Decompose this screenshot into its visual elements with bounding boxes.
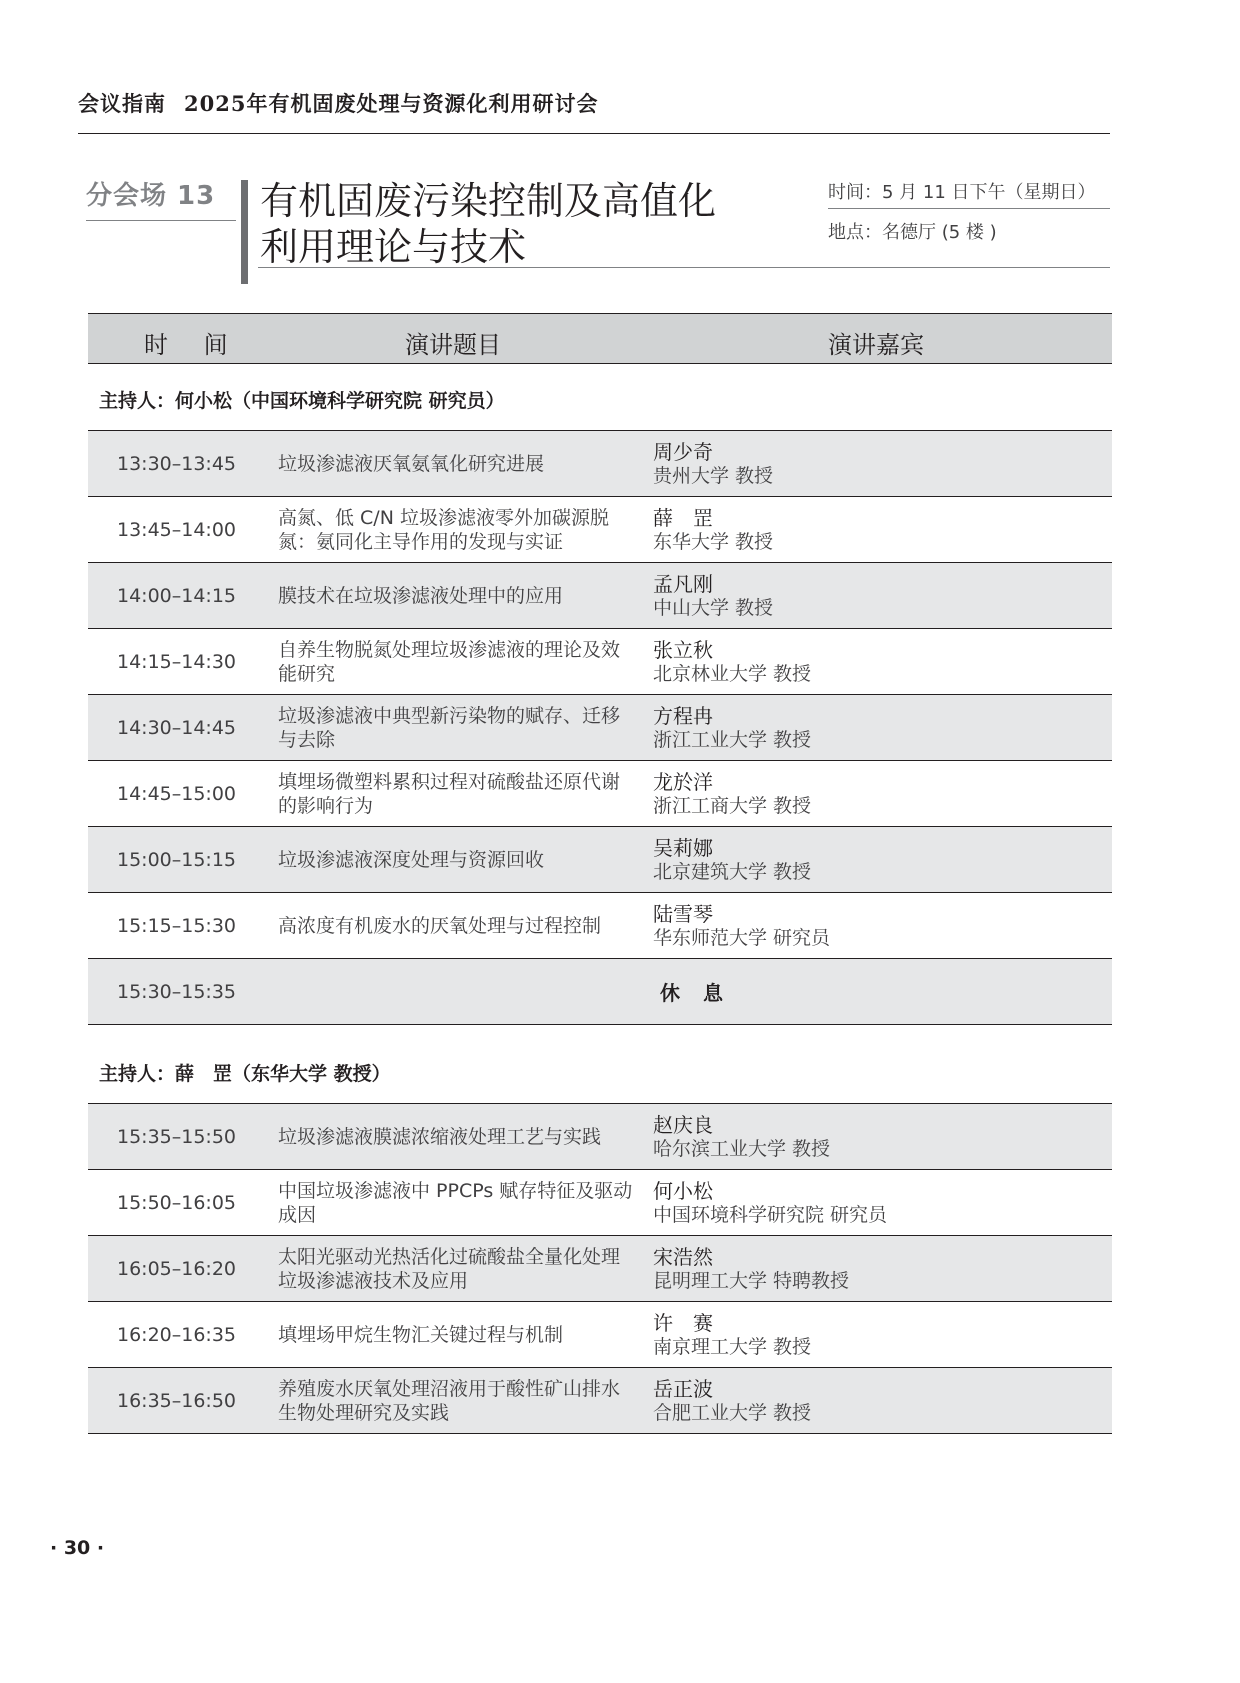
col-speaker-header: 演讲嘉宾 (828, 331, 924, 359)
table-row (88, 563, 1112, 629)
table-header (88, 313, 1112, 364)
table-row (88, 497, 1112, 563)
table-row (88, 1236, 1112, 1302)
speaker-affiliation: 中国环境科学研究院 研究员 (653, 1203, 888, 1226)
slot-time: 14:30–14:45 (117, 716, 237, 739)
col-time-header: 时 间 (144, 331, 242, 359)
speaker-affiliation: 浙江工商大学 教授 (653, 794, 812, 817)
talk-topic: 垃圾渗滤液膜滤浓缩液处理工艺与实践 (278, 1125, 602, 1148)
speaker (653, 1368, 811, 1433)
slot-time: 16:35–16:50 (117, 1389, 237, 1412)
speaker-affiliation: 哈尔滨工业大学 教授 (653, 1137, 831, 1160)
talk-topic: 自养生物脱氮处理垃圾渗滤液的理论及效能研究 (278, 638, 621, 685)
talk-topic: 膜技术在垃圾渗滤液处理中的应用 (278, 584, 564, 607)
talk-topic: 养殖废水厌氧处理沼液用于酸性矿山排水生物处理研究及实践 (278, 1377, 621, 1424)
speaker-name: 赵庆良 (653, 1112, 713, 1137)
running-header (78, 88, 598, 118)
table-row (88, 695, 1112, 761)
header-rule (78, 133, 1110, 134)
speaker (653, 1170, 887, 1235)
table-row (88, 629, 1112, 695)
session-title-bar (241, 180, 248, 284)
speaker-name: 许 赛 (653, 1310, 713, 1335)
schedule-part-2 (88, 1103, 1112, 1434)
table-row (88, 1302, 1112, 1368)
table-row (88, 761, 1112, 827)
speaker-affiliation: 北京林业大学 教授 (653, 662, 812, 685)
speaker (653, 431, 773, 496)
speaker-name: 张立秋 (653, 637, 713, 662)
session-label-rule (86, 220, 236, 221)
slot-time: 15:30–15:35 (117, 980, 237, 1003)
meta-rule (828, 208, 1110, 209)
table-row (88, 827, 1112, 893)
talk-topic: 填埋场甲烷生物汇关键过程与机制 (278, 1323, 564, 1346)
session-title (260, 178, 716, 270)
speaker-affiliation: 东华大学 教授 (653, 530, 774, 553)
speaker (653, 563, 773, 628)
speaker-name: 周少奇 (653, 439, 713, 464)
speaker-name: 龙於洋 (653, 769, 713, 794)
speaker (653, 695, 811, 760)
table-row (88, 431, 1112, 497)
speaker (653, 1104, 830, 1169)
session-time: 时间：5 月 11 日下午（星期日） (828, 182, 1096, 203)
slot-time: 14:00–14:15 (117, 584, 237, 607)
header-guide: 会议指南 (78, 91, 166, 116)
speaker (653, 1302, 811, 1367)
host-line: 主持人：何小松（中国环境科学研究院 研究员） (99, 390, 505, 412)
break-label: 休 息 (660, 981, 731, 1005)
speaker-affiliation: 浙江工业大学 教授 (653, 728, 812, 751)
slot-time: 15:50–16:05 (117, 1191, 237, 1214)
speaker (653, 893, 830, 958)
speaker-name: 孟凡刚 (653, 571, 713, 596)
slot-time: 14:45–15:00 (117, 782, 237, 805)
slot-time: 14:15–14:30 (117, 650, 237, 673)
speaker-affiliation: 北京建筑大学 教授 (653, 860, 812, 883)
page-number: · 30 · (50, 1537, 105, 1559)
session-title-line1: 有机固废污染控制及高值化 (260, 179, 717, 223)
slot-time: 15:35–15:50 (117, 1125, 237, 1148)
session-title-line2: 利用理论与技术 (260, 225, 527, 269)
slot-time: 13:30–13:45 (117, 452, 237, 475)
speaker-name: 吴莉娜 (653, 835, 713, 860)
host-line: 主持人：薛 罡（东华大学 教授） (99, 1063, 391, 1085)
talk-topic: 垃圾渗滤液中典型新污染物的赋存、迁移与去除 (278, 704, 621, 751)
talk-topic: 高氮、低 C/N 垃圾渗滤液零外加碳源脱氮：氨同化主导作用的发现与实证 (278, 506, 609, 553)
talk-topic: 填埋场微塑料累积过程对硫酸盐还原代谢的影响行为 (278, 770, 621, 817)
speaker-name: 陆雪琴 (653, 901, 713, 926)
slot-time: 15:15–15:30 (117, 914, 237, 937)
session-title-rule (258, 267, 1110, 268)
slot-time: 15:00–15:15 (117, 848, 237, 871)
table-row (88, 1368, 1112, 1434)
talk-topic: 中国垃圾渗滤液中 PPCPs 赋存特征及驱动成因 (278, 1179, 633, 1226)
speaker-name: 何小松 (653, 1178, 713, 1203)
speaker (653, 827, 811, 892)
talk-topic: 垃圾渗滤液厌氧氨氧化研究进展 (278, 452, 545, 475)
break-row (88, 959, 1112, 1025)
table-row (88, 1104, 1112, 1170)
speaker-affiliation: 华东师范大学 研究员 (653, 926, 831, 949)
speaker-affiliation: 贵州大学 教授 (653, 464, 774, 487)
speaker (653, 497, 773, 562)
table-row (88, 893, 1112, 959)
slot-time: 16:20–16:35 (117, 1323, 237, 1346)
speaker-affiliation: 合肥工业大学 教授 (653, 1401, 812, 1424)
speaker-name: 岳正波 (653, 1376, 713, 1401)
speaker (653, 1236, 849, 1301)
speaker-affiliation: 中山大学 教授 (653, 596, 774, 619)
speaker-name: 方程冉 (653, 703, 713, 728)
talk-topic: 太阳光驱动光热活化过硫酸盐全量化处理垃圾渗滤液技术及应用 (278, 1245, 621, 1292)
table-row (88, 1170, 1112, 1236)
speaker-affiliation: 南京理工大学 教授 (653, 1335, 812, 1358)
speaker (653, 761, 811, 826)
slot-time: 13:45–14:00 (117, 518, 237, 541)
speaker-affiliation: 昆明理工大学 特聘教授 (653, 1269, 850, 1292)
session-label: 分会场 13 (86, 181, 216, 211)
col-topic-header: 演讲题目 (405, 331, 501, 359)
talk-topic: 垃圾渗滤液深度处理与资源回收 (278, 848, 545, 871)
talk-topic: 高浓度有机废水的厌氧处理与过程控制 (278, 914, 602, 937)
speaker-name: 薛 罡 (653, 505, 713, 530)
slot-time: 16:05–16:20 (117, 1257, 237, 1280)
header-conference: 2025年有机固废处理与资源化利用研讨会 (184, 91, 599, 116)
speaker (653, 629, 811, 694)
speaker-name: 宋浩然 (653, 1244, 713, 1269)
schedule-part-1 (88, 430, 1112, 1025)
session-place: 地点：名德厅 (5 楼 ) (828, 222, 997, 243)
